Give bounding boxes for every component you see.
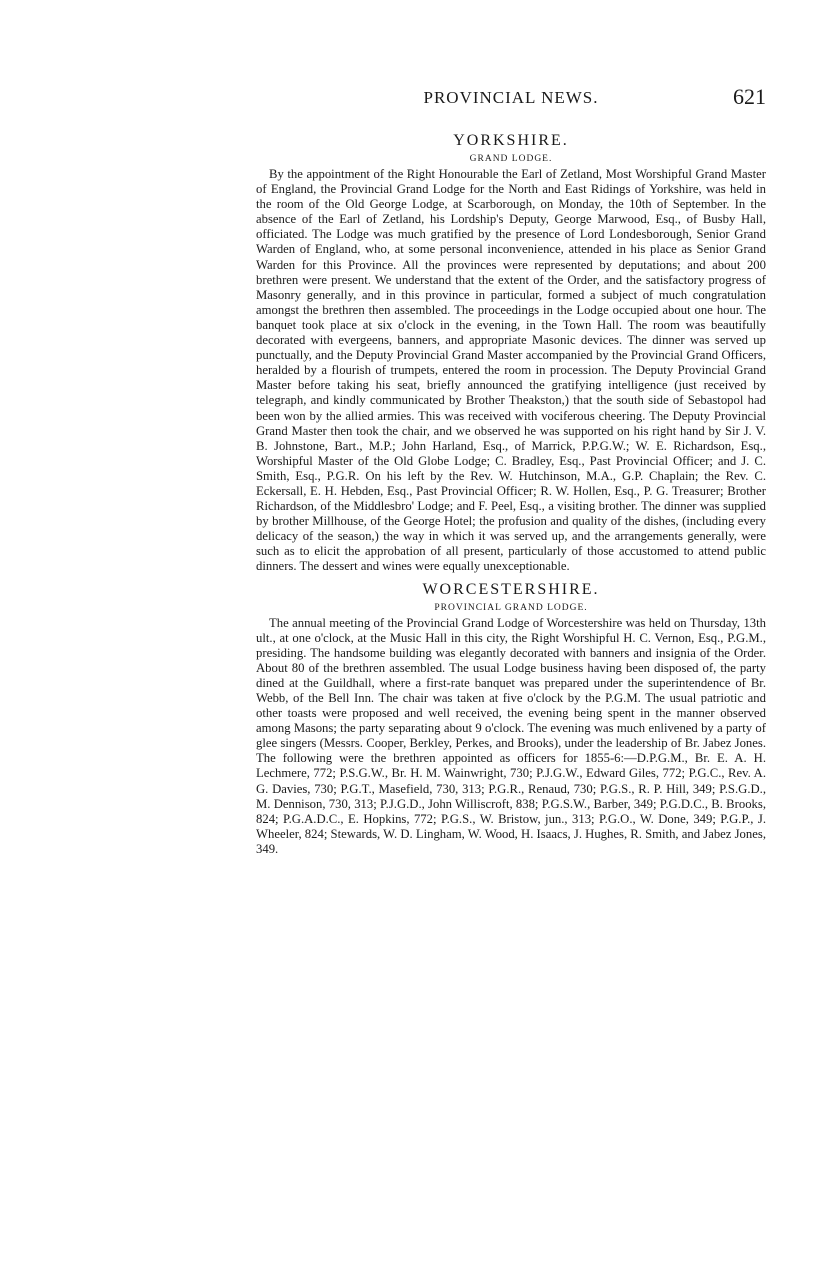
section-subtitle: GRAND LODGE. <box>469 154 553 164</box>
section-body: By the appointment of the Right Honourable the Earl of Zetland, Most Worshipful Grand Master of England, the Provincial Grand Lodge for the North and East Ridings of Yorkshire, was held in the room of the Old George Lodge, at Scarborough, on Monday, the 10th of September. In the absence of the Earl of Zetland, his Lordship's Deputy, George Marwood, Esq., of Busby Hall, officiated. The Lodge was much gratified by the presence of Lord Londesborough, Senior Grand Warden of England, who, at some personal inconvenience, attended in his place as Senior Grand Warden for this Province. All the provinces were represented by deputations; and about 200 brethren were present. We understand that the extent of the Order, and the satisfactory progress of Masonry generally, and in this province in particular, formed a subject of much congratulation amongst the brethren then assembled. The proceedings in the Lodge occupied about one hour. The banquet took place at six o'clock in the evening, in the Town Hall. The room was beautifully decorated with evergeens, banners, and appropriate Masonic devices. The dinner was served up punctually, and the Deputy Provincial Grand Master accompanied by the Provincial Grand Officers, heralded by a flourish of trumpets, entered the room in procession. The Deputy Provincial Grand Master before taking his seat, briefly announced the gratifying intelligence (just received by telegraph, and kindly communicated by Brother Theakston,) that the south side of Sebastopol had been won by the allied armies. This was received with vociferous cheering. The Deputy Provincial Grand Master then took the chair, and we observed he was supported on his right hand by Sir J. V. B. Johnstone, Bart., M.P.; John Harland, Esq., of Marrick, P.P.G.W.; W. E. Richardson, Esq., Worshipful Master of the Old Globe Lodge; C. Bradley, Esq., Past Provincial Officer; and J. C. Smith, Esq., P.G.R. On his left by the Rev. W. Hutchinson, M.A., G.P. Chaplain; the Rev. C. Eckersall, E. H. Hebden, Esq., Past Provincial Officer; R. W. Hollen, Esq., P. G. Treasurer; Brother Richardson, of the Middlesbro' Lodge; and F. Peel, Esq., a visiting brother. The dinner was supplied by brother Millhouse, of the George Hotel; the profusion and quality of the dishes, (including every delicacy of the season,) the way in which it was served up, and the arrangements generally, were such as to elicit the approbation of all present, particularly of those accustomed to attend public dinners. The dessert and wines were equally unexceptionable. <box>256 167 766 574</box>
section-title: WORCESTERSHIRE. <box>422 580 600 598</box>
page-number: 621 <box>733 84 766 109</box>
section-title: YORKSHIRE. <box>453 132 569 149</box>
section-yorkshire <box>256 132 766 575</box>
running-head <box>256 84 766 114</box>
running-title: PROVINCIAL NEWS. <box>423 88 599 107</box>
section-worcestershire <box>256 581 766 858</box>
section-body: The annual meeting of the Provincial Grand Lodge of Worcestershire was held on Thursday, 13th ult., at one o'clock, at the Music Hall in this city, the Right Worshipful H. C. Vernon, Esq., P.G.M., presiding. The handsome building was elegantly decorated with banners and insignia of the Order. About 80 of the brethren assembled. The usual Lodge business having been disposed of, the party dined at the Guildhall, where a first-rate banquet was prepared under the superintendence of Br. Webb, of the Bell Inn. The chair was taken at five o'clock by the P.G.M. The usual patriotic and other toasts were proposed and well received, the evening being spent in the manner observed among Masons; the party separating about 9 o'clock. The evening was much enlivened by a party of glee singers (Messrs. Cooper, Berkley, Perkes, and Brooks), under the leadership of Br. Jabez Jones. The following were the brethren appointed as officers for 1855-6:—D.P.G.M., Br. E. A. H. Lechmere, 772; P.S.G.W., Br. H. M. Wainwright, 730; P.J.G.W., Edward Giles, 772; P.G.C., Rev. A. G. Davies, 730; P.G.T., Masefield, 730, 313; P.G.R., Renaud, 730; P.G.S., R. P. Hill, 349; P.S.G.D., M. Dennison, 730, 313; P.J.G.D., John Williscroft, 838; P.G.S.W., Barber, 349; P.G.D.C., B. Brooks, 824; P.G.A.D.C., E. Hopkins, 772; P.G.S., W. Bristow, jun., 313; P.G.O., W. Done, 349; P.G.P., J. Wheeler, 824; Stewards, W. D. Lingham, W. Wood, H. Isaacs, J. Hughes, R. Smith, and Jabez Jones, 349. <box>256 615 766 856</box>
section-subtitle: PROVINCIAL GRAND LODGE. <box>434 602 588 613</box>
document-page <box>256 84 766 857</box>
